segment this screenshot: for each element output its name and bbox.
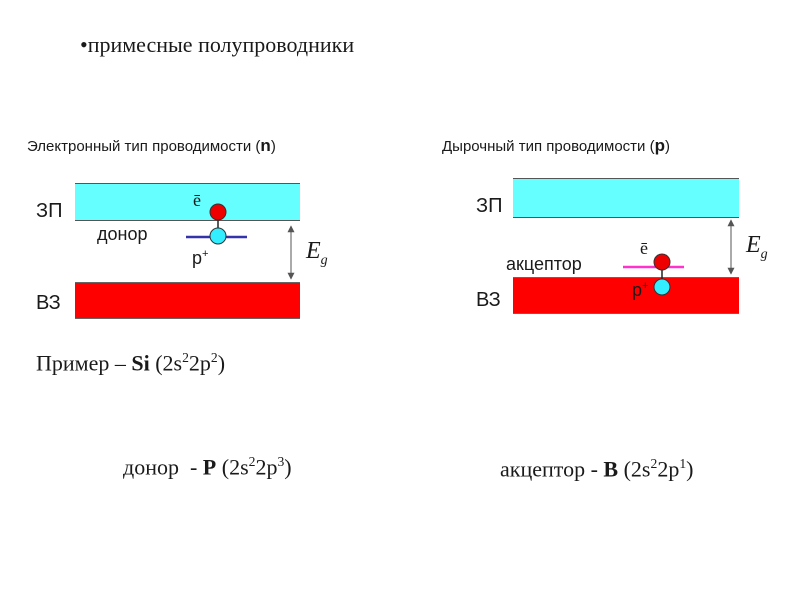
example-mid: 2p xyxy=(188,350,211,376)
n-type-gap-label xyxy=(306,238,328,269)
p-type-header-close: ) xyxy=(664,138,670,155)
donor-formula-open: (2s xyxy=(216,454,249,480)
acceptor-formula-mid: 2p xyxy=(657,456,680,482)
p-type-header-letter: p xyxy=(654,136,665,155)
acceptor-level-label: акцептор xyxy=(506,254,582,274)
n-type-header-letter: n xyxy=(260,136,271,155)
n-type-header-text: Электронный тип проводимости ( xyxy=(27,138,261,155)
example-open: (2s xyxy=(149,350,183,376)
p-type-gap-subscript: g xyxy=(760,246,768,262)
p-type-hole-letter: p xyxy=(632,280,643,300)
p-type-cb-label: ЗП xyxy=(476,195,503,217)
donor-level-label: донор xyxy=(97,224,148,244)
acceptor-electron xyxy=(654,254,670,270)
n-type-cb-label: ЗП xyxy=(36,200,63,222)
n-type-ion-letter: p xyxy=(192,248,203,268)
donor-formula-prefix: донор - xyxy=(123,454,203,480)
p-type-gap-symbol: E xyxy=(746,232,761,258)
donor-formula-element: P xyxy=(202,454,217,480)
donor-electron xyxy=(210,204,226,220)
donor-formula-sup-2: 3 xyxy=(277,454,285,469)
example-sup-1: 2 xyxy=(182,350,189,365)
acceptor-hole xyxy=(654,279,670,295)
acceptor-formula-sup-2: 1 xyxy=(679,456,687,471)
donor-ion xyxy=(210,228,226,244)
donor-formula-sup-1: 2 xyxy=(248,454,256,469)
donor-formula xyxy=(123,454,292,480)
n-type-vb-label: ВЗ xyxy=(36,292,61,314)
example-prefix: Пример – xyxy=(36,350,132,376)
acceptor-formula-sup-1: 2 xyxy=(650,456,658,471)
n-type-header-close: ) xyxy=(270,138,276,155)
acceptor-formula xyxy=(500,456,693,482)
donor-formula-close: ) xyxy=(284,454,292,480)
p-type-gap-label xyxy=(746,232,768,263)
n-type-electron-label: ē xyxy=(193,190,201,210)
acceptor-formula-element: B xyxy=(603,456,619,482)
n-type-ion-charge: + xyxy=(202,248,209,260)
acceptor-formula-prefix: акцептор - xyxy=(500,456,604,482)
p-type-header-text: Дырочный тип проводимости ( xyxy=(442,138,655,155)
example-close: ) xyxy=(217,350,226,376)
acceptor-formula-close: ) xyxy=(686,456,694,482)
p-type-hole-label xyxy=(632,280,649,301)
example-sup-2: 2 xyxy=(210,350,218,365)
p-type-electron-label: ē xyxy=(640,238,648,258)
example-element: Si xyxy=(131,350,150,376)
slide-title: •примесные полупроводники xyxy=(80,32,355,57)
example-formula xyxy=(36,350,225,376)
n-type-gap-symbol: E xyxy=(306,238,321,264)
n-type-ion-label xyxy=(192,248,209,269)
p-type-hole-charge: + xyxy=(642,280,649,292)
acceptor-formula-open: (2s xyxy=(618,456,651,482)
n-type-gap-subscript: g xyxy=(320,252,328,268)
donor-formula-mid: 2p xyxy=(255,454,278,480)
p-type-vb-label: ВЗ xyxy=(476,289,501,311)
